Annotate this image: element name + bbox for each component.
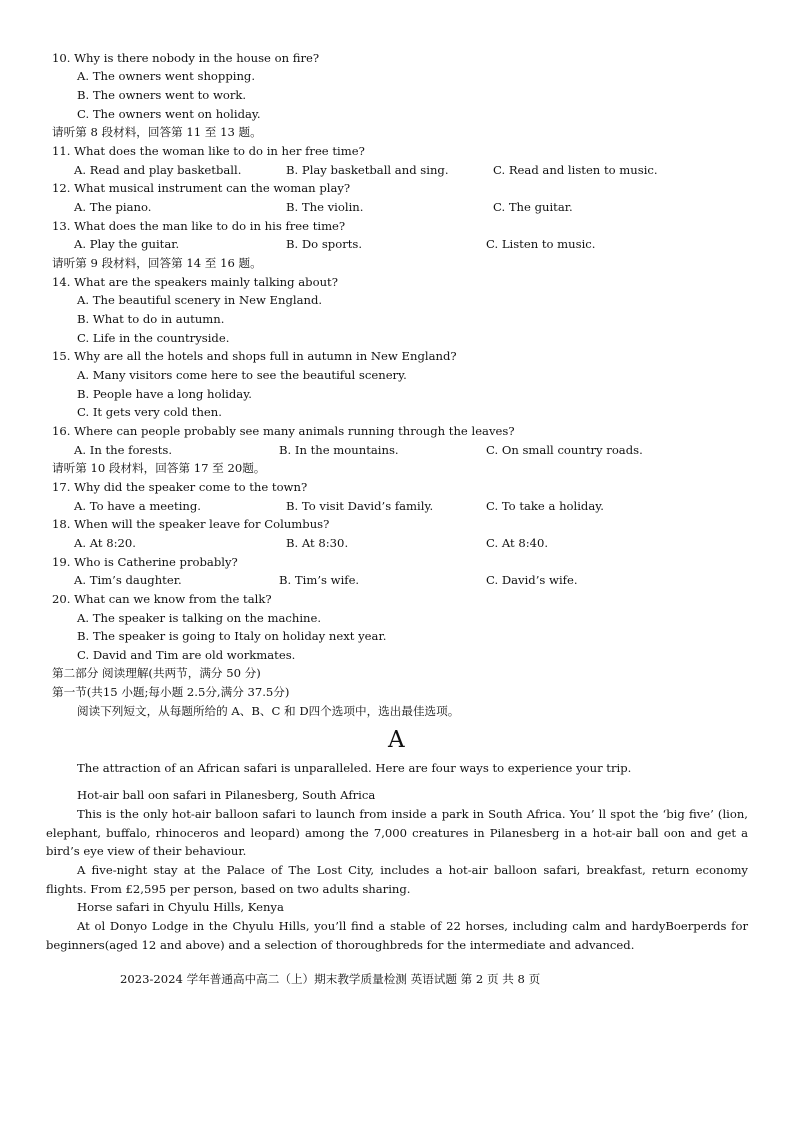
- question-16-option-c: C. On small country roads.: [486, 443, 643, 457]
- section-1-heading: 第一节(共15 小题;每小题 2.5分,满分 37.5分): [52, 685, 290, 699]
- question-10-option-c: C. The owners went on holiday.: [77, 107, 261, 121]
- question-12-option-c: C. The guitar.: [493, 200, 573, 214]
- question-11-option-a: A. Read and play basketball.: [74, 163, 242, 177]
- question-20-option-b: B. The speaker is going to Italy on holiday next year.: [77, 629, 387, 643]
- section-10-instruction: 请听第 10 段材料，回答第 17 至 20题。: [52, 461, 266, 475]
- question-18-option-c: C. At 8:40.: [486, 536, 549, 550]
- question-15: 15. Why are all the hotels and shops full in autumn in New England?: [52, 349, 457, 363]
- passage-paragraph-horse: [46, 917, 748, 954]
- question-20-option-a: A. The speaker is talking on the machine.: [77, 611, 322, 625]
- section-8-instruction: 请听第 8 段材料，回答第 11 至 13 题。: [52, 125, 262, 139]
- passage-subheading-balloon: Hot-air ball oon safari in Pilanesberg, South Africa: [77, 788, 376, 802]
- question-19-options: [0, 573, 793, 588]
- question-13-option-c: C. Listen to music.: [486, 237, 596, 251]
- question-18-options: [0, 536, 793, 551]
- question-14: 14. What are the speakers mainly talking about?: [52, 275, 338, 289]
- question-17-option-b: B. To visit David’s family.: [286, 499, 434, 513]
- paragraph-text: This is the only hot-air balloon safari to launch from inside a park in South Africa. You’ ll spot the ‘big five’ (lion, elephant, buffalo, rhinoceros and leopard) among the 7,000 creatures in Pilanesberg in a hot-air ball oon and get a bird’s eye view of their behaviour.: [46, 807, 748, 859]
- question-11-option-b: B. Play basketball and sing.: [286, 163, 449, 177]
- question-10-option-b: B. The owners went to work.: [77, 88, 247, 102]
- question-11: 11. What does the woman like to do in her free time?: [52, 144, 365, 158]
- passage-intro: The attraction of an African safari is unparalleled. Here are four ways to experience your trip.: [77, 761, 632, 775]
- question-14-option-b: B. What to do in autumn.: [77, 312, 225, 326]
- question-13: 13. What does the man like to do in his free time?: [52, 219, 346, 233]
- question-17-options: [0, 499, 793, 514]
- question-12-option-b: B. The violin.: [286, 200, 364, 214]
- page-footer: 2023-2024 学年普通高中高二（上）期末教学质量检测 英语试题 第 2 页 共 8 页: [120, 972, 541, 986]
- question-15-option-c: C. It gets very cold then.: [77, 405, 222, 419]
- question-15-option-a: A. Many visitors come here to see the beautiful scenery.: [77, 368, 407, 382]
- question-20-option-c: C. David and Tim are old workmates.: [77, 648, 296, 662]
- question-16: 16. Where can people probably see many animals running through the leaves?: [52, 424, 515, 438]
- passage-letter: A: [388, 727, 405, 753]
- passage-paragraph-balloon: [46, 805, 748, 861]
- question-19-option-c: C. David’s wife.: [486, 573, 578, 587]
- section-9-instruction: 请听第 9 段材料，回答第 14 至 16 题。: [52, 256, 262, 270]
- question-17-option-a: A. To have a meeting.: [74, 499, 201, 513]
- question-12: 12. What musical instrument can the woman play?: [52, 181, 351, 195]
- question-17: 17. Why did the speaker come to the town?: [52, 480, 308, 494]
- passage-paragraph-stay: [46, 861, 748, 898]
- question-18: 18. When will the speaker leave for Columbus?: [52, 517, 330, 531]
- question-11-option-c: C. Read and listen to music.: [493, 163, 658, 177]
- question-14-option-a: A. The beautiful scenery in New England.: [77, 293, 323, 307]
- question-13-options: [0, 237, 793, 252]
- question-15-option-b: B. People have a long holiday.: [77, 387, 252, 401]
- question-13-option-b: B. Do sports.: [286, 237, 363, 251]
- paragraph-text: At ol Donyo Lodge in the Chyulu Hills, you’ll find a stable of 22 horses, including calm and hardyBoerperds for beginners(aged 12 and above) and a selection of thoroughbreds for the intermediate and advanced.: [46, 919, 748, 952]
- question-18-option-b: B. At 8:30.: [286, 536, 349, 550]
- reading-instruction: 阅读下列短文，从每题所给的 A、B、C 和 D四个选项中，选出最佳选项。: [77, 704, 460, 718]
- paragraph-text: A five-night stay at the Palace of The Lost City, includes a hot-air balloon safari, breakfast, return economy flights. From £2,595 per person, based on two adults sharing.: [46, 863, 748, 896]
- question-10-option-a: A. The owners went shopping.: [77, 69, 256, 83]
- question-17-option-c: C. To take a holiday.: [486, 499, 604, 513]
- question-19: 19. Who is Catherine probably?: [52, 555, 238, 569]
- question-11-options: [0, 163, 793, 178]
- question-19-option-a: A. Tim’s daughter.: [74, 573, 182, 587]
- question-18-option-a: A. At 8:20.: [74, 536, 136, 550]
- question-12-options: [0, 200, 793, 215]
- question-10: 10. Why is there nobody in the house on fire?: [52, 51, 320, 65]
- question-16-option-a: A. In the forests.: [74, 443, 173, 457]
- question-13-option-a: A. Play the guitar.: [74, 237, 180, 251]
- question-16-option-b: B. In the mountains.: [279, 443, 399, 457]
- passage-subheading-horse: Horse safari in Chyulu Hills, Kenya: [77, 900, 284, 914]
- question-16-options: [0, 443, 793, 458]
- question-20: 20. What can we know from the talk?: [52, 592, 272, 606]
- question-14-option-c: C. Life in the countryside.: [77, 331, 230, 345]
- question-12-option-a: A. The piano.: [74, 200, 152, 214]
- part-2-heading: 第二部分 阅读理解(共两节，满分 50 分): [52, 666, 261, 680]
- question-19-option-b: B. Tim’s wife.: [279, 573, 360, 587]
